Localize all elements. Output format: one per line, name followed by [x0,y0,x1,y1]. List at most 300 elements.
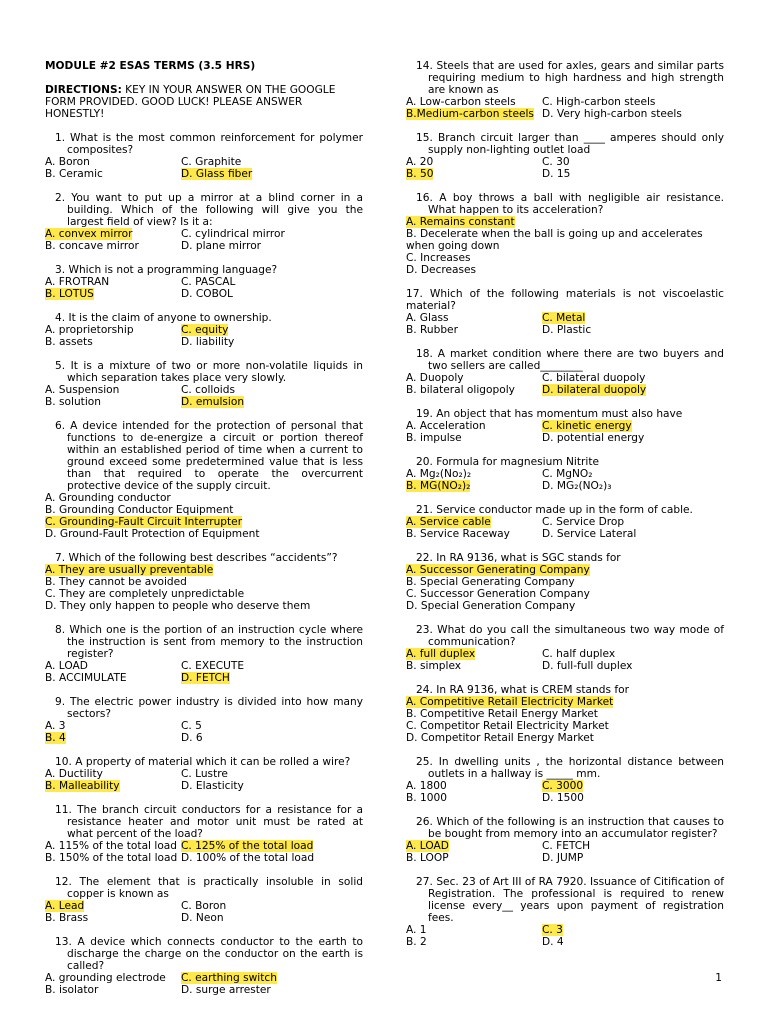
answer-options [406,516,724,540]
question-number: 3. [55,264,66,276]
highlighted-answer: A. Remains constant [406,216,515,228]
option-cell [406,168,542,180]
highlighted-answer: A. They are usually preventable [45,564,214,576]
option-label: A. 115% of the total load [45,840,178,852]
question-text [406,756,724,780]
option-cell [406,600,724,612]
highlighted-answer: C. 3 [542,924,563,936]
option-label: D. Service Lateral [542,528,637,540]
option-cell [181,852,363,864]
question-item [45,360,363,408]
option-cell [45,768,181,780]
option-cell [181,840,363,852]
option-cell [181,396,363,408]
answer-options [45,900,363,924]
option-label: A. 3 [45,720,66,732]
option-cell [406,588,724,600]
question-text [406,348,724,372]
question-number: 22. [416,552,433,564]
highlighted-answer: B. MG(NO₂)₂ [406,480,471,492]
option-cell [542,432,724,444]
question-text [45,192,363,228]
question-prompt: The electric power industry is divided into how many sectors? [67,696,363,720]
question-prompt: A boy throws a ball with negligible air resistance. What happen to its acceleration? [428,192,724,216]
option-cell [542,780,724,792]
question-number: 11. [55,804,72,816]
option-label: B. bilateral oligopoly [406,384,515,396]
option-cell [406,840,542,852]
question-text [45,420,363,492]
answer-options [406,96,724,120]
option-cell [542,840,724,852]
module-title: MODULE #2 ESAS TERMS (3.5 HRS) [45,60,256,72]
question-prompt: Steels that are used for axles, gears and similar parts requiring medium to high hardness and high strength are known as [428,60,724,96]
option-label: B. solution [45,396,101,408]
option-label: D. COBOL [181,288,233,300]
highlighted-answer: B. 4 [45,732,66,744]
question-item [406,816,724,864]
option-label: B. ACCIMULATE [45,672,127,684]
question-text [406,552,724,564]
question-prompt: An object that has momentum must also have [436,408,683,420]
answer-options [45,324,363,348]
option-label: A. LOAD [45,660,88,672]
question-number: 6. [55,420,66,432]
highlighted-answer: A. Service cable [406,516,491,528]
option-label: A. 1800 [406,780,447,792]
option-label: B. Brass [45,912,89,924]
option-label: A. Suspension [45,384,120,396]
option-cell [406,708,724,720]
option-label: A. FROTRAN [45,276,110,288]
question-item [45,192,363,252]
answer-options [45,768,363,792]
option-label: C. Competitor Retail Electricity Market [406,720,609,732]
highlighted-answer: A. LOAD [406,840,449,852]
question-prompt: A property of material which it can be rolled a wire? [75,756,351,768]
answer-options [406,156,724,180]
option-cell [406,732,724,744]
question-text [45,936,363,972]
question-item [406,684,724,744]
option-cell [406,372,542,384]
option-label: C. Boron [181,900,227,912]
option-cell [45,516,363,528]
option-cell [45,900,181,912]
option-label: D. Decreases [406,264,477,276]
right-column [406,60,724,960]
question-number: 20. [416,456,433,468]
highlighted-answer: A. Lead [45,900,85,912]
option-label: D. Special Generation Company [406,600,576,612]
answer-options [406,468,724,492]
option-label: D. 4 [542,936,564,948]
highlighted-answer: C. 3000 [542,780,584,792]
option-label: C. Graphite [181,156,242,168]
question-text [45,624,363,660]
highlighted-answer: C. equity [181,324,229,336]
question-text [45,552,363,564]
directions-text: KEY IN YOUR ANSWER ON THE GOOGLE FORM PROVIDED. GOOD LUCK! PLEASE ANSWER HONESTLY! [45,84,336,120]
option-cell [406,324,542,336]
question-item [406,132,724,180]
question-number: 23. [416,624,433,636]
option-label: C. Successor Generation Company [406,588,590,600]
option-label: A. 1 [406,924,427,936]
option-label: C. PASCAL [181,276,236,288]
option-cell [181,780,363,792]
question-prompt: A device which connects conductor to the earth to discharge the charge on the conductor on the earth is called? [67,936,363,972]
question-item [406,552,724,612]
option-cell [542,324,724,336]
option-cell [406,936,542,948]
option-label: C. Increases [406,252,471,264]
highlighted-answer: A. convex mirror [45,228,133,240]
directions [45,84,363,120]
question-text [45,264,363,276]
option-cell [542,96,724,108]
question-number: 19. [416,408,433,420]
option-cell [406,420,542,432]
question-number: 17. [406,288,423,300]
option-label: B. simplex [406,660,462,672]
highlighted-answer: D. FETCH [181,672,230,684]
answer-options [406,312,724,336]
option-label: D. MG₂(NO₂)₃ [542,480,612,492]
question-prompt: You want to put up a mirror at a blind corner in a building. Which of the following will give you the largest field of view? Is it a: [67,192,364,228]
option-cell [181,732,363,744]
highlighted-answer: C. kinetic energy [542,420,632,432]
option-cell [542,660,724,672]
option-cell [406,432,542,444]
option-label: B. Service Raceway [406,528,510,540]
questions-left [45,132,363,996]
option-label: D. Plastic [542,324,592,336]
questions-right [406,60,724,948]
question-item [406,288,724,336]
option-cell [45,732,181,744]
directions-label: DIRECTIONS: [45,84,122,96]
question-item [45,756,363,792]
option-label: B. Rubber [406,324,458,336]
option-cell [406,468,542,480]
option-label: B. 2 [406,936,427,948]
option-label: B. Decelerate when the ball is going up and accelerates when going down [406,228,703,252]
option-label: D. Ground-Fault Protection of Equipment [45,528,260,540]
question-item [406,192,724,276]
question-prompt: The branch circuit conductors for a resistance for a resistance heater and motor unit must be rated at what percent of the load? [67,804,363,840]
question-prompt: A market condition where there are two buyers and two sellers are called________ [428,348,724,372]
option-label: D. 100% of the total load [181,852,315,864]
option-cell [406,480,542,492]
question-prompt: Which one is the portion of an instruction cycle where the instruction is sent from memory to the instruction register? [67,624,363,660]
option-label: C. half duplex [542,648,616,660]
option-label: A. Boron [45,156,90,168]
option-cell [542,924,724,936]
answer-options [406,840,724,864]
highlighted-answer: D. bilateral duopoly [542,384,647,396]
question-prompt: In dwelling units , the horizontal distance between outlets in a hallway is _____ mm. [428,756,725,780]
option-label: B. 1000 [406,792,447,804]
option-label: D. full-full duplex [542,660,633,672]
question-number: 9. [55,696,66,708]
option-cell [542,384,724,396]
answer-options [45,972,363,996]
option-label: D. 6 [181,732,203,744]
option-cell [406,156,542,168]
question-prompt: It is a mixture of two or more non-volatile liquids in which separation takes place very slowly. [67,360,363,384]
option-cell [181,228,363,240]
option-cell [45,840,181,852]
question-prompt: Service conductor made up in the form of cable. [436,504,693,516]
highlighted-answer: B. LOTUS [45,288,94,300]
option-label: C. colloids [181,384,235,396]
option-label: D. liability [181,336,235,348]
question-item [45,876,363,924]
answer-options [45,564,363,612]
question-number: 27. [416,876,433,888]
option-label: C. cylindrical mirror [181,228,285,240]
option-label: D. plane mirror [181,240,262,252]
option-cell [45,984,181,996]
highlighted-answer: C. 125% of the total load [181,840,314,852]
question-text [406,132,724,156]
option-cell [406,516,542,528]
question-item [406,348,724,396]
question-text [406,60,724,96]
option-cell [45,384,181,396]
answer-options [406,924,724,948]
highlighted-answer: A. Successor Generating Company [406,564,590,576]
answer-options [45,276,363,300]
question-number: 13. [55,936,72,948]
option-cell [45,156,181,168]
option-label: D. Very high-carbon steels [542,108,682,120]
answer-options [45,660,363,684]
option-cell [406,564,724,576]
question-text [45,804,363,840]
option-cell [406,780,542,792]
answer-options [406,696,724,744]
option-cell [45,396,181,408]
answer-options [45,840,363,864]
option-cell [406,660,542,672]
option-label: A. Glass [406,312,449,324]
option-label: C. bilateral duopoly [542,372,646,384]
question-prompt: A device intended for the protection of personal that functions to de-energize a circuit or portion thereof within an established period of time when a current to ground exceed some predetermined value that is less than that required to operate the overcurrent protective device of the supply circuit. [67,420,363,492]
question-number: 2. [55,192,66,204]
option-cell [406,924,542,936]
option-cell [406,252,724,264]
question-text [406,192,724,216]
option-cell [45,852,181,864]
question-text [45,876,363,900]
answer-options [45,228,363,252]
answer-options [45,720,363,744]
option-cell [45,576,363,588]
option-cell [181,912,363,924]
question-number: 8. [55,624,66,636]
question-text [406,816,724,840]
option-cell [45,492,363,504]
question-number: 26. [416,816,433,828]
question-item [45,696,363,744]
question-item [406,456,724,492]
option-label: C. FETCH [542,840,591,852]
option-label: C. EXECUTE [181,660,245,672]
option-cell [406,648,542,660]
answer-options [45,156,363,180]
highlighted-answer: D. Glass fiber [181,168,253,180]
question-text [406,624,724,648]
question-prompt: Branch circuit larger than ____ amperes should only supply non-lighting outlet load [428,132,724,156]
question-number: 24. [416,684,433,696]
option-label: B. assets [45,336,93,348]
option-label: A. Ductility [45,768,103,780]
question-number: 7. [55,552,66,564]
option-cell [406,852,542,864]
question-number: 16. [416,192,433,204]
option-cell [181,672,363,684]
option-cell [406,792,542,804]
option-label: C. They are completely unpredictable [45,588,245,600]
option-cell [45,228,181,240]
option-cell [181,720,363,732]
option-cell [45,600,363,612]
question-number: 10. [55,756,72,768]
option-cell [542,108,724,120]
highlighted-answer: A. Competitive Retail Electricity Market [406,696,614,708]
question-number: 1. [55,132,66,144]
option-cell [45,564,363,576]
option-cell [542,792,724,804]
option-cell [181,984,363,996]
question-item [406,756,724,804]
answer-options [406,780,724,804]
option-label: C. Service Drop [542,516,625,528]
option-label: A. proprietorship [45,324,134,336]
question-item [45,552,363,612]
answer-options [406,372,724,396]
left-column [45,60,363,1008]
option-label: A. Mg₂(No₂)₂ [406,468,472,480]
question-prompt: In RA 9136, what is CREM stands for [436,684,629,696]
option-cell [181,240,363,252]
answer-options [406,420,724,444]
question-number: 14. [416,60,433,72]
question-text [406,504,724,516]
option-cell [542,936,724,948]
option-cell [45,288,181,300]
option-cell [542,156,724,168]
option-label: D. JUMP [542,852,584,864]
question-item [45,936,363,996]
option-label: B. LOOP [406,852,449,864]
option-cell [542,372,724,384]
option-label: B. Special Generating Company [406,576,575,588]
question-prompt: Which of the following is an instruction that causes to be bought from memory into an accumulator register? [428,816,724,840]
option-cell [406,96,542,108]
option-cell [406,528,542,540]
option-cell [542,420,724,432]
answer-options [406,564,724,612]
option-cell [406,384,542,396]
question-prompt: In RA 9136, what is SGC stands for [436,552,621,564]
option-label: A. grounding electrode [45,972,166,984]
option-label: A. Acceleration [406,420,486,432]
option-cell [45,672,181,684]
question-item [45,132,363,180]
page-number: 1 [715,972,722,984]
question-text [45,756,363,768]
highlighted-answer: C. earthing switch [181,972,277,984]
option-cell [406,216,724,228]
question-item [406,876,724,948]
question-text [406,876,724,924]
option-cell [45,168,181,180]
question-text [45,360,363,384]
option-cell [181,288,363,300]
question-item [45,264,363,300]
option-label: B. impulse [406,432,462,444]
option-cell [542,516,724,528]
highlighted-answer: D. emulsion [181,396,245,408]
option-cell [45,780,181,792]
question-item [45,420,363,540]
highlighted-answer: B.Medium-carbon steels [406,108,534,120]
question-number: 18. [416,348,433,360]
option-label: D. They only happen to people who deserve them [45,600,311,612]
option-label: D. 15 [542,168,571,180]
option-cell [181,900,363,912]
option-cell [181,276,363,288]
option-label: C. High-carbon steels [542,96,656,108]
option-cell [45,336,181,348]
option-cell [45,504,363,516]
option-cell [181,384,363,396]
question-prompt: The element that is practically insoluble in solid copper is known as [67,876,364,900]
answer-options [45,384,363,408]
question-item [406,408,724,444]
question-prompt: Which of the following best describes “accidents”? [68,552,338,564]
option-label: D. surge arrester [181,984,271,996]
option-cell [406,576,724,588]
question-prompt: Which of the following materials is not viscoelastic material? [406,288,724,312]
option-cell [406,228,724,252]
option-cell [45,588,363,600]
question-prompt: Which is not a programming language? [68,264,278,276]
option-label: B. Ceramic [45,168,103,180]
option-cell [406,108,542,120]
option-cell [181,156,363,168]
option-label: B. concave mirror [45,240,139,252]
option-label: C. 5 [181,720,202,732]
option-cell [406,696,724,708]
option-cell [542,648,724,660]
question-prompt: It is the claim of anyone to ownership. [68,312,272,324]
option-label: D. 1500 [542,792,584,804]
option-label: A. Grounding conductor [45,492,171,504]
option-label: D. Elasticity [181,780,244,792]
option-cell [542,312,724,324]
question-number: 12. [55,876,72,888]
question-text [406,684,724,696]
highlighted-answer: B. 50 [406,168,434,180]
highlighted-answer: C. Metal [542,312,586,324]
question-text [45,696,363,720]
question-text [406,288,724,312]
option-label: A. Duopoly [406,372,464,384]
